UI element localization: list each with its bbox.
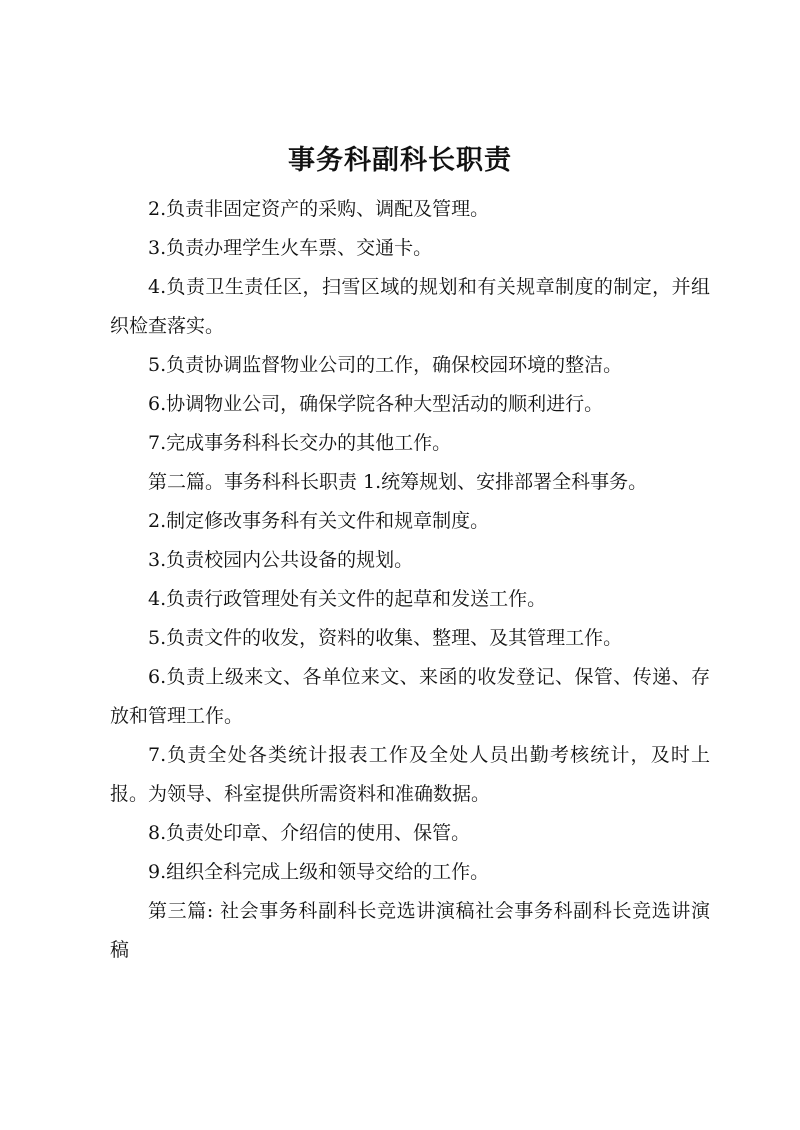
paragraph: 6.协调物业公司，确保学院各种大型活动的顺利进行。: [148, 393, 604, 415]
paragraph: 5.负责文件的收发，资料的收集、整理、及其管理工作。: [148, 627, 623, 649]
paragraph: 2.制定修改事务科有关文件和规章制度。: [148, 510, 490, 532]
paragraph: 7.负责全处各类统计报表工作及全处人员出勤考核统计，及时上报。为领导、科室提供所需资料和准确数据。: [110, 744, 710, 805]
paragraph: 7.完成事务科科长交办的其他工作。: [148, 432, 452, 454]
paragraph: 9.组织全科完成上级和领导交给的工作。: [148, 861, 490, 883]
document-body: [110, 190, 710, 970]
paragraph: 8.负责处印章、介绍信的使用、保管。: [148, 822, 471, 844]
paragraph: 第二篇。事务科科长职责 1.统筹规划、安排部署全科事务。: [148, 471, 648, 493]
paragraph: 3.负责办理学生火车票、交通卡。: [148, 237, 433, 259]
paragraph: 3.负责校园内公共设备的规划。: [148, 549, 414, 571]
paragraph: 5.负责协调监督物业公司的工作，确保校园环境的整洁。: [148, 354, 623, 376]
paragraph: 第三篇: 社会事务科副科长竞选讲演稿社会事务科副科长竞选讲演稿: [110, 900, 710, 961]
paragraph: 4.负责行政管理处有关文件的起草和发送工作。: [148, 588, 547, 610]
document-title: 事务科副科长职责: [288, 145, 512, 176]
paragraph: 4.负责卫生责任区，扫雪区域的规划和有关规章制度的制定，并组织检查落实。: [110, 276, 710, 337]
paragraph: 2.负责非固定资产的采购、调配及管理。: [148, 198, 490, 220]
paragraph: 6.负责上级来文、各单位来文、来函的收发登记、保管、传递、存放和管理工作。: [110, 666, 710, 727]
